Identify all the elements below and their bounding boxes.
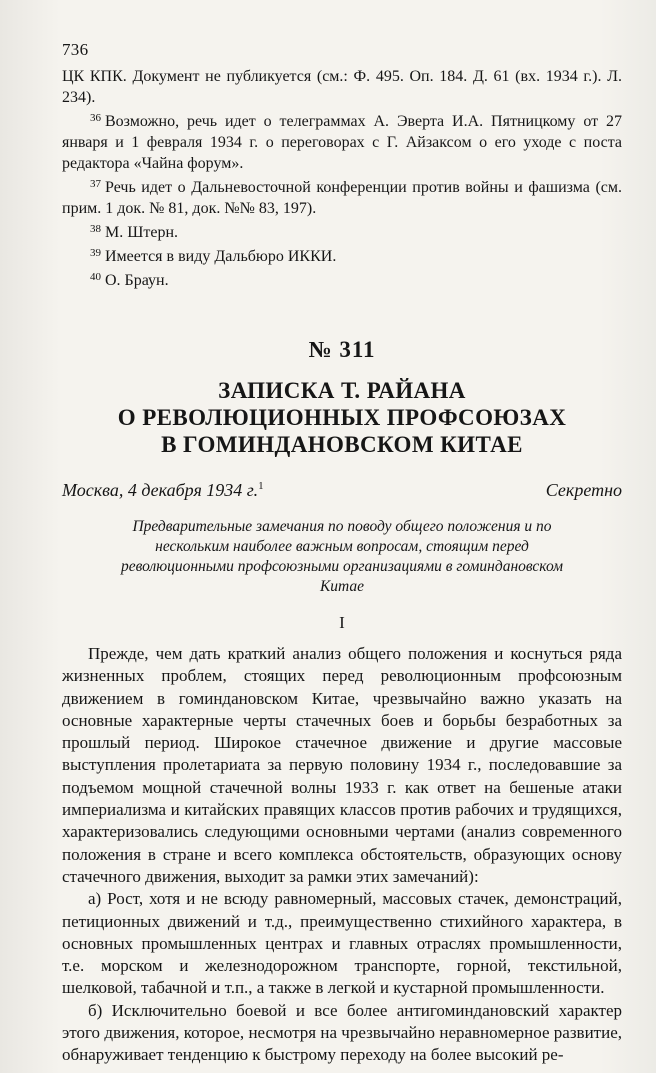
footnote-number: 38 bbox=[90, 223, 101, 235]
footnote-continuation: ЦК КПК. Документ не публикуется (см.: Ф. 495. Оп. 184. Д. 61 (вх. 1934 г.). Л. 234). bbox=[62, 68, 622, 106]
title-line: В ГОМИНДАНОВСКОМ КИТАЕ bbox=[161, 432, 523, 457]
document-meta bbox=[62, 480, 622, 501]
footnote-38: $^{38}$ М. Штерн. bbox=[90, 223, 179, 241]
footnote-number: 36 bbox=[90, 112, 101, 124]
footnote-40: $^{40}$ О. Браун. bbox=[90, 271, 169, 289]
section-number: I bbox=[339, 613, 345, 632]
body-paragraph: а) Рост, хотя и не всюду равномерный, массовых стачек, демонстраций, петиционных движений и т.д., преимущественно стихийного характера, в основных промышленных центрах и главных отраслях промышленности, т.е. морском и железнодорожном транспорте, горной, текстильной, шелковой, табачной и т.п., а также в легкой и кустарной промышленности. bbox=[62, 889, 622, 998]
place-date: Москва, 4 декабря 1934 г.$^1$ bbox=[62, 480, 264, 500]
page-number: 736 bbox=[62, 40, 89, 59]
classification-label: Секретно bbox=[545, 480, 622, 500]
footnote-number: 37 bbox=[90, 178, 101, 190]
footnote-37: $^{37}$ Речь идет о Дальневосточной конференции против войны и фашизма (см. прим. 1 док. № 81, док. №№ 83, 197). bbox=[62, 178, 622, 217]
footnotes bbox=[62, 66, 622, 291]
footnote-number: 40 bbox=[90, 271, 101, 283]
document-title bbox=[62, 377, 622, 458]
footnote-36: $^{36}$ Возможно, речь идет о телеграммах А. Эверта И.А. Пятницкому от 27 января и 1 февраля 1934 г. о переговорах с Г. Айзаксом о его уходе с поста редактора «Чайна форум». bbox=[62, 112, 622, 172]
preamble: Предварительные замечания по поводу общего положения и по нескольким наиболее важным вопросам, стоящим перед революционными профсоюзными организациями в гоминдановском Китае bbox=[120, 518, 564, 595]
title-line: О РЕВОЛЮЦИОННЫХ ПРОФСОЮЗАХ bbox=[117, 405, 567, 430]
footnote-39: $^{39}$ Имеется в виду Дальбюро ИККИ. bbox=[90, 247, 337, 265]
body-paragraph: б) Исключительно боевой и все более антигоминдановский характер этого движения, которое, несмотря на чрезвычайно неравномерное развитие, обнаруживает тенденцию к быстрому переходу на более высокий ре- bbox=[62, 1000, 622, 1065]
title-line: ЗАПИСКА Т. РАЙАНА bbox=[218, 378, 466, 403]
document-number: № 311 bbox=[308, 337, 376, 362]
body-paragraph: Прежде, чем дать краткий анализ общего положения и коснуться ряда жизненных проблем, стоящих перед революционным профсоюзным движением в гоминдановском Китае, чрезвычайно важно указать на основные характерные черты стачечных боев и борьбы безработных за прошлый период. Широкое стачечное движение и другие массовые выступления пролетариата за первую половину 1934 г., последовавшие за подъемом мощной стачечной волны 1933 г. как ответ на бешеные атаки империализма и китайских правящих классов против рабочих и трудящихся, характеризовались следующими основными чертами (анализ современного положения в стране и всего комплекса обстоятельств, образующих основу стачечного движения, выходит за рамки этих замечаний): bbox=[62, 644, 622, 886]
footnote-number: 39 bbox=[90, 247, 101, 259]
body-text bbox=[62, 643, 622, 1067]
date-footnote-ref: 1 bbox=[258, 480, 264, 492]
